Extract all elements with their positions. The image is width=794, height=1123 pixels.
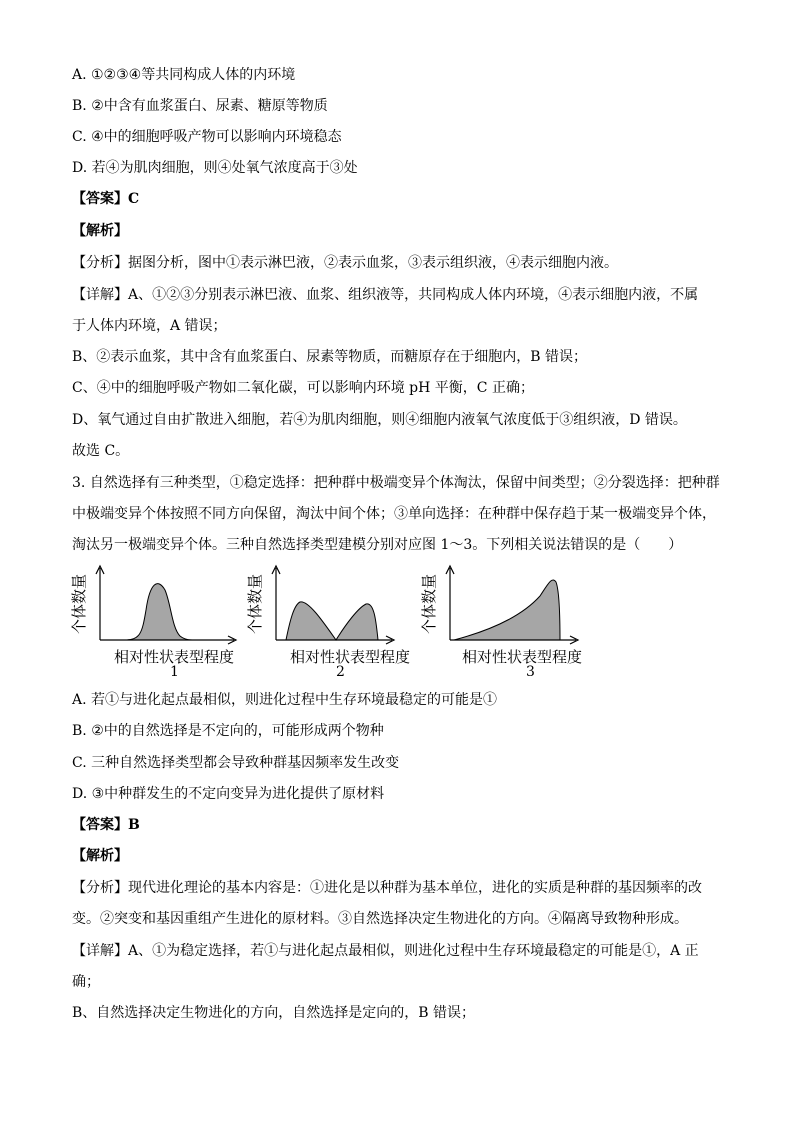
figure-1-ylabel: 个体数量 xyxy=(70,573,88,635)
analysis-heading-q3: 【解析】 xyxy=(72,848,128,864)
detail-line-q3: B、自然选择决定生物进化的方向，自然选择是定向的，B 错误； xyxy=(72,1005,476,1021)
detail-line: C、④中的细胞呼吸产物如二氧化碳，可以影响内环境 pH 平衡，C 正确； xyxy=(72,380,534,396)
analysis-text-q3: 【分析】现代进化理论的基本内容是：①进化是以种群为基本单位，进化的实质是种群的基因频率的改 xyxy=(72,880,702,896)
figure-3-graph xyxy=(422,560,582,650)
figure-3 xyxy=(420,560,583,680)
figure-1 xyxy=(70,560,242,680)
option-a-q3: A. 若①与进化起点最相似，则进化过程中生存环境最稳定的可能是① xyxy=(72,692,498,708)
figure-2-caption: 2 xyxy=(336,664,345,680)
figure-2-xlabel: 相对性状表型程度 xyxy=(290,648,411,666)
figure-3-caption: 3 xyxy=(526,664,535,680)
figure-2-ylabel: 个体数量 xyxy=(246,573,264,635)
figure-1-caption: 1 xyxy=(170,664,179,680)
answer-q3: 【答案】B xyxy=(72,817,140,833)
option-b-q3: B. ②中的自然选择是不定向的，可能形成两个物种 xyxy=(72,723,384,739)
option-d-q3: D. ③中种群发生的不定向变异为进化提供了原材料 xyxy=(72,786,385,802)
figure-3-xlabel: 相对性状表型程度 xyxy=(462,648,583,666)
conclusion-q2: 故选 C。 xyxy=(72,443,130,459)
detail-line: 【详解】A、①②③分别表示淋巴液、血浆、组织液等，共同构成人体内环境，④表示细胞内液，不属 xyxy=(72,287,699,303)
figure-1-curve xyxy=(124,584,194,640)
question-3-stem: 中极端变异个体按照不同方向保留，淘汰中间个体；③单向选择：在种群中保存趋于某一极端变异个体， xyxy=(72,506,716,522)
figure-3-curve xyxy=(454,580,560,640)
figure-1-xlabel: 相对性状表型程度 xyxy=(114,648,235,666)
figure-2-graph xyxy=(248,560,398,650)
detail-line-q3: 确； xyxy=(72,974,100,990)
option-a-q2: A. ①②③④等共同构成人体的内环境 xyxy=(72,67,296,83)
option-c-q3: C. 三种自然选择类型都会导致种群基因频率发生改变 xyxy=(72,755,400,771)
question-3-stem: 3. 自然选择有三种类型，①稳定选择：把种群中极端变异个体淘汰，保留中间类型；②分裂选择：把种群 xyxy=(72,475,720,491)
detail-line: D、氧气通过自由扩散进入细胞，若④为肌肉细胞，则④细胞内液氧气浓度低于③组织液，D 错误。 xyxy=(72,412,687,428)
analysis-text-q3: 变。②突变和基因重组产生进化的原材料。③自然选择决定生物进化的方向。④隔离导致物种形成。 xyxy=(72,911,688,927)
option-d-q2: D. 若④为肌肉细胞，则④处氧气浓度高于③处 xyxy=(72,160,358,176)
figure-2-curve xyxy=(286,602,378,640)
question-3-stem: 淘汰另一极端变异个体。三种自然选择类型建模分别对应图 1～3。下列相关说法错误的是（ ） xyxy=(72,537,683,553)
option-c-q2: C. ④中的细胞呼吸产物可以影响内环境稳态 xyxy=(72,129,342,145)
analysis-heading-q2: 【解析】 xyxy=(72,223,128,239)
detail-line: B、②表示血浆，其中含有血浆蛋白、尿素等物质，而糖原存在于细胞内，B 错误； xyxy=(72,349,588,365)
analysis-text-q2: 【分析】据图分析，图中①表示淋巴液，②表示血浆，③表示组织液，④表示细胞内液。 xyxy=(72,255,618,271)
answer-q2: 【答案】C xyxy=(72,191,140,207)
figure-2 xyxy=(246,560,411,680)
figure-3-ylabel: 个体数量 xyxy=(420,573,438,635)
figure-1-graph xyxy=(72,560,242,650)
option-b-q2: B. ②中含有血浆蛋白、尿素、糖原等物质 xyxy=(72,98,328,114)
detail-line-q3: 【详解】A、①为稳定选择，若①与进化起点最相似，则进化过程中生存环境最稳定的可能是①，A 正 xyxy=(72,943,699,959)
detail-line: 于人体内环境，A 错误； xyxy=(72,318,227,334)
